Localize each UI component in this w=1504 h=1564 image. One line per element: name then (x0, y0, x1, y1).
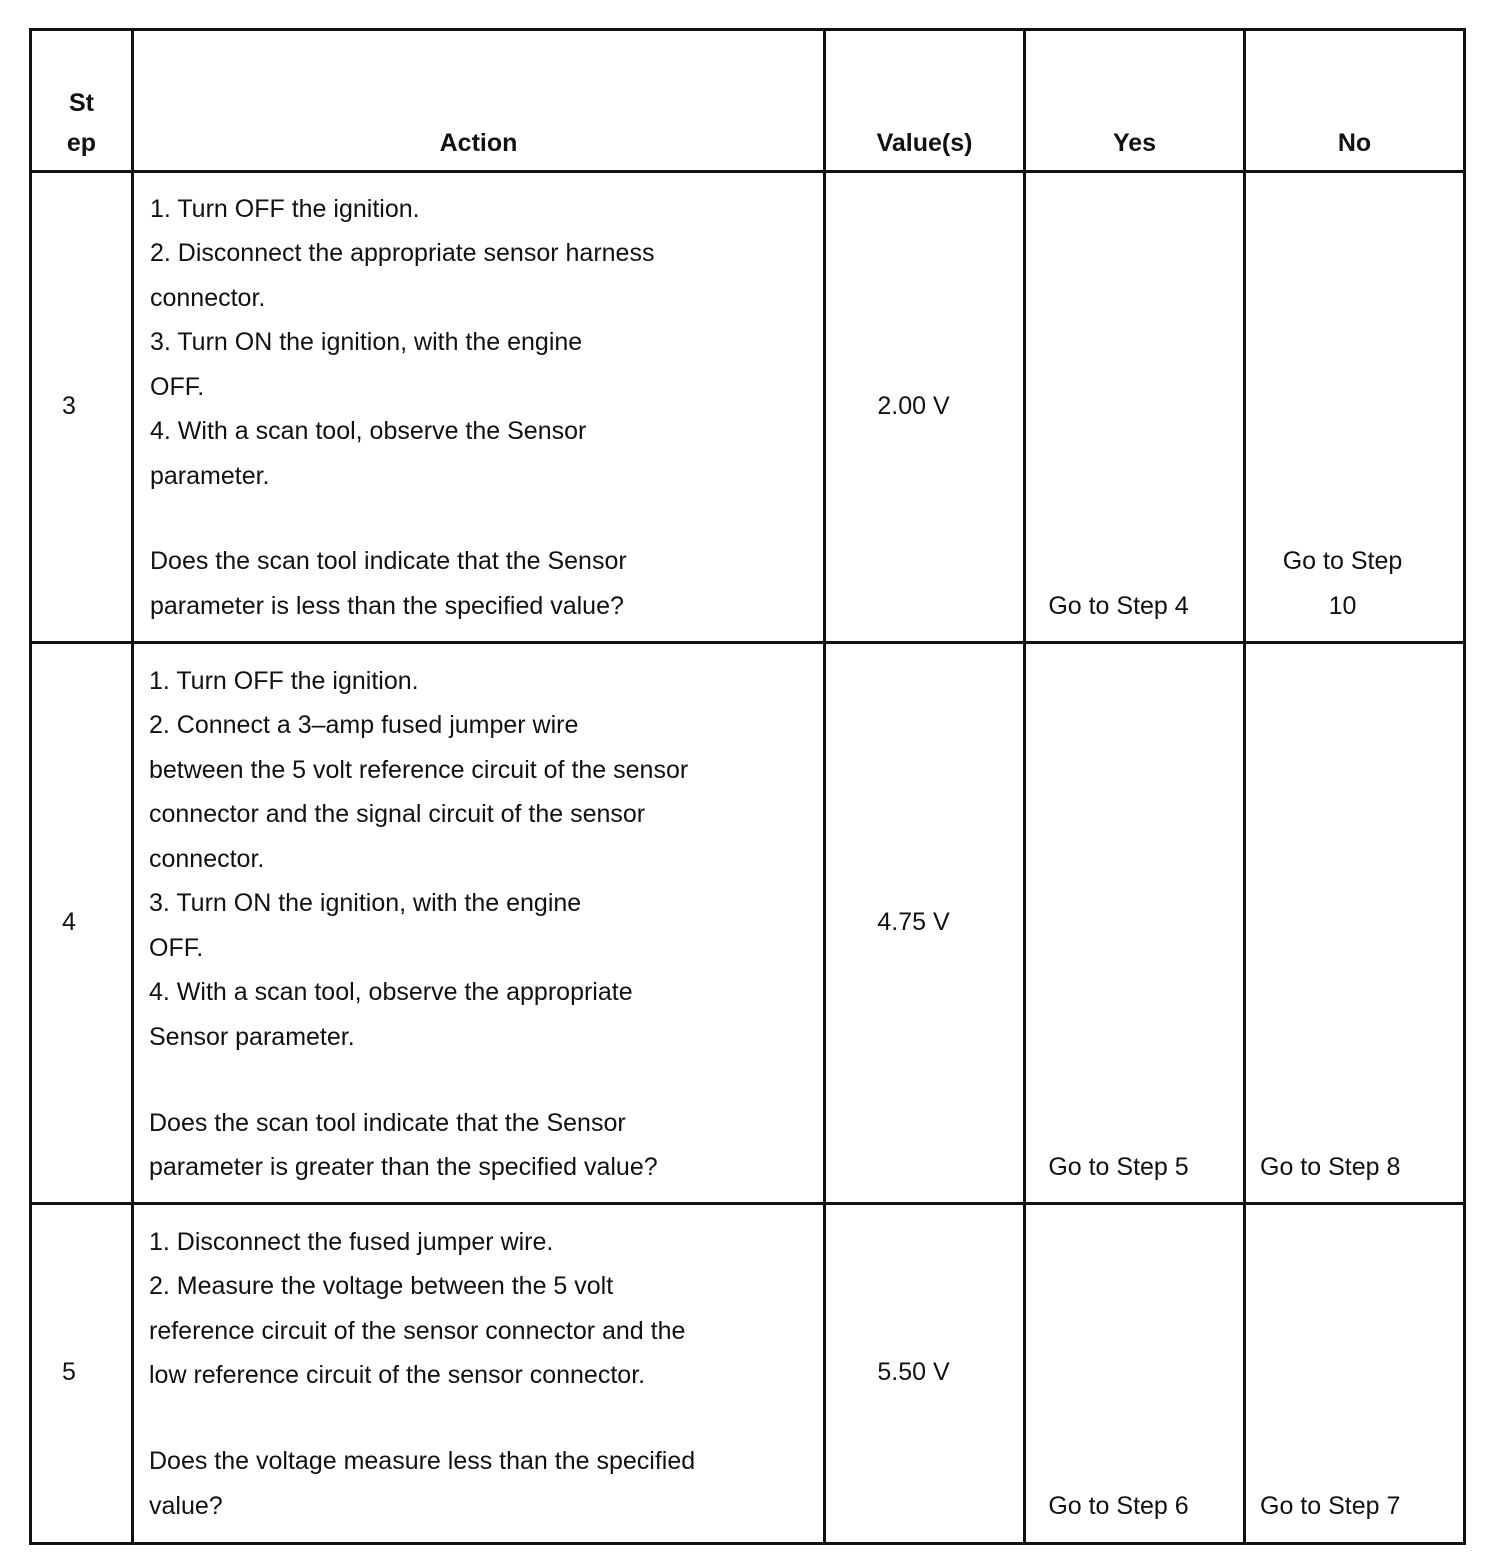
action-line: low reference circuit of the sensor connector. (149, 1361, 646, 1389)
grid-line (131, 28, 134, 1545)
step-number: 4 (62, 908, 76, 936)
action-line: 2. Disconnect the appropriate sensor harness (150, 239, 655, 267)
value-cell: 4.75 V (877, 908, 950, 936)
header-step-line1: St (69, 89, 94, 117)
grid-line (1463, 28, 1466, 1545)
header-no: No (1337, 129, 1372, 157)
header-step-line2: ep (66, 129, 97, 157)
action-line: connector. (149, 845, 265, 873)
question-line: Does the voltage measure less than the specified (149, 1447, 696, 1475)
grid-line (29, 28, 1466, 31)
action-line: reference circuit of the sensor connector and the (149, 1317, 686, 1345)
no-cell: Go to Step 7 (1260, 1492, 1401, 1520)
yes-cell: Go to Step 4 (1048, 592, 1189, 620)
action-line: 3. Turn ON the ignition, with the engine (150, 328, 583, 356)
action-line: OFF. (150, 373, 205, 401)
action-line: connector and the signal circuit of the sensor (149, 800, 646, 828)
grid-line (29, 1202, 1466, 1205)
no-cell-line1: Go to Step (1282, 547, 1403, 575)
grid-line (823, 28, 826, 1545)
no-cell: Go to Step 8 (1260, 1153, 1401, 1181)
step-number: 3 (62, 392, 76, 420)
grid-line (29, 1542, 1466, 1545)
action-line: 1. Turn OFF the ignition. (149, 667, 419, 695)
action-line: 4. With a scan tool, observe the appropriate (149, 978, 633, 1006)
action-line: between the 5 volt reference circuit of the sensor (149, 756, 689, 784)
action-line: 1. Disconnect the fused jumper wire. (149, 1228, 554, 1256)
yes-cell: Go to Step 6 (1048, 1492, 1189, 1520)
value-cell: 5.50 V (877, 1358, 950, 1386)
action-line: 4. With a scan tool, observe the Sensor (150, 417, 587, 445)
yes-cell: Go to Step 5 (1048, 1153, 1189, 1181)
grid-line (1243, 28, 1246, 1545)
no-cell-line2: 10 (1328, 592, 1357, 620)
grid-line (29, 641, 1466, 644)
question-line: parameter is less than the specified value? (150, 592, 624, 620)
header-action: Action (439, 129, 518, 157)
action-line: parameter. (150, 462, 270, 490)
step-number: 5 (62, 1358, 76, 1386)
grid-line (29, 170, 1466, 173)
question-line: Does the scan tool indicate that the Sensor (149, 1109, 626, 1137)
action-line: 2. Connect a 3–amp fused jumper wire (149, 711, 579, 739)
question-line: parameter is greater than the specified value? (149, 1153, 658, 1181)
action-line: 3. Turn ON the ignition, with the engine (149, 889, 582, 917)
action-line: OFF. (149, 934, 204, 962)
diagnostic-table (29, 28, 1466, 1545)
action-line: Sensor parameter. (149, 1023, 355, 1051)
question-line: value? (149, 1492, 223, 1520)
action-line: 1. Turn OFF the ignition. (150, 195, 420, 223)
action-line: connector. (150, 284, 266, 312)
header-values: Value(s) (876, 129, 973, 157)
question-line: Does the scan tool indicate that the Sensor (150, 547, 627, 575)
action-line: 2. Measure the voltage between the 5 volt (149, 1272, 614, 1300)
header-yes: Yes (1112, 129, 1157, 157)
value-cell: 2.00 V (877, 392, 950, 420)
grid-line (29, 28, 32, 1545)
grid-line (1023, 28, 1026, 1545)
